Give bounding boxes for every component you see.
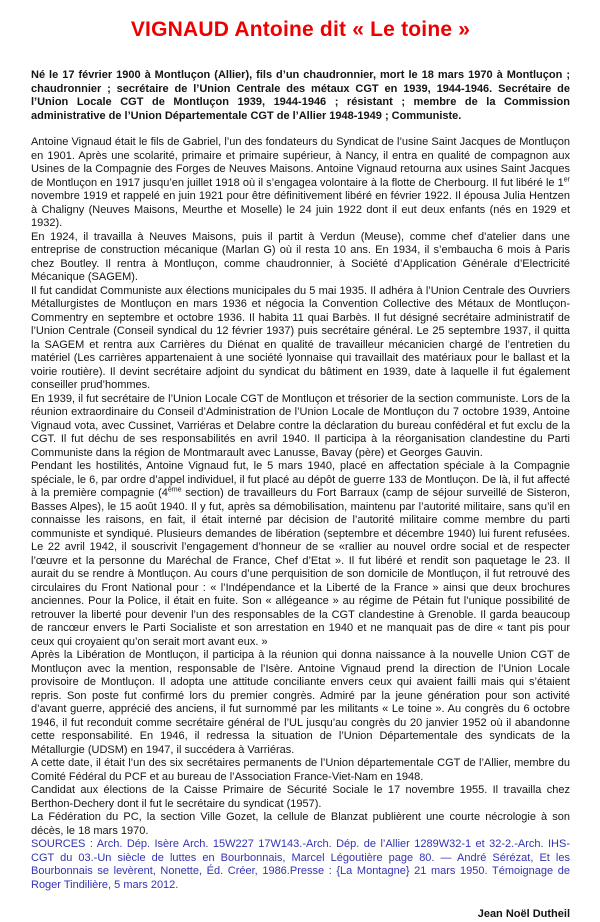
paragraph-biography-8: Candidat aux élections de la Caisse Primaire de Sécurité Sociale le 17 novembre 1955. Il travailla chez Berthon-Dechery dont il fut le secrétaire du syndicat (1957). xyxy=(31,784,570,810)
paragraph-biography-5 xyxy=(31,460,570,649)
paragraph-biography-2: En 1924, il travailla à Neuves Maisons, puis il partit à Verdun (Meuse), comme chef d’atelier dans une entreprise de construction mécanique (Marlan G) où il resta 10 ans. En 1934, il s’embaucha 6 mois à Paris chez Boutley. Il rentra à Montluçon, comme chaudronnier, à Société d’Application Générale d’Electricité Mécanique (SAGEM). xyxy=(31,230,570,283)
paragraph-biography-1 xyxy=(31,136,570,231)
paragraph-text: Antoine Vignaud était le fils de Gabriel, l’un des fondateurs du Syndicat de l’usine Saint Jacques de Montluçon en 1901. Après une scolarité, primaire et primaire supérieur, à Nancy, il entra en qualité de compagnon aux Usines de la Compagnie des Forges de Neuves Maisons. Antoine Vignaud retourna aux usines Saint Jacques de Montluçon en 1917 jusqu’en juillet 1918 où il s’engagea volontaire à la flotte de Cherbourg. Il fut libéré le 1 xyxy=(31,136,570,189)
paragraph-biography-9: La Fédération du PC, la section Ville Gozet, la cellule de Blanzat publièrent une courte nécrologie à son décès, le 18 mars 1970. xyxy=(31,811,570,837)
superscript-ordinal: ème xyxy=(167,486,182,494)
paragraph-text: novembre 1919 et rappelé en juin 1921 pour être définitivement libéré en février 1922. Il épousa Julia Hentzen à Chaligny (Neuves Maisons, Meurthe et Moselle) le 24 juin 1922 dont il eut deux enfants (nés en 1929 et 1932). xyxy=(31,190,570,229)
author-signature: Jean Noël Dutheil xyxy=(477,908,570,920)
paragraph-biography-6: Après la Libération de Montluçon, il participa à la réunion qui donna naissance à la nouvelle Union CGT de Montluçon avec la mention, responsable de l’Isère. Antoine Vignaud prend la direction de l’Union Locale provisoire de Montluçon. Il adopta une attitude conciliante envers ceux qui avaient failli mais qui s’étaient repris. Son poste fut confirmé lors du premier congrès. Admiré par la jeune génération pour son activité d’avant guerre, apprécié des anciens, il fut surnommé par les militants « Le toine ». Au congrès du 6 octobre 1946, il fut reconduit comme secrétaire général de l’UL jusqu’au congrès du 20 janvier 1952 où il abandonne cette responsabilité. En 1946, il redressa la situation de l’Union Départementale des syndicats de la Métallurgie (UDSM) en 1947, il succédera à Varriéras. xyxy=(31,649,570,756)
superscript-ordinal: er xyxy=(563,175,570,183)
paragraph-text: section) de travailleurs du Fort Barraux (camp de séjour surveillé de Sisteron, Basses Alpes), le 15 août 1940. Il y fut, après sa démobilisation, maintenu par l’autorité militaire, sans qu’il en connaisse les raisons, en fait, il était interné par décision de l’autorité militaire comme membre du parti communiste et syndiqué. Plusieurs demandes de libération (septembre et décembre 1940) lui furent refusées. Le 22 avril 1942, il souscrivit l’engagement d’honneur de se «rallier au nouvel ordre social et de respecter l’œuvre et la personne du Maréchal de France, Chef d’Etat ». Il fut libéré et rendit son paquetage le 23. Il aurait du se rendre à Montluçon. Au cours d’une perquisition de son domicile de Montluçon, il fut retrouvé des circulaires du Front National pour : « l’Indépendance et la Liberté de la France » ainsi que deux brochures anciennes. Pour la Police, il était en fuite. Son « allégeance » au régime de Pétain fut l’unique possibilité de retrouver la liberté pour devenir l’un des responsables de la CGT clandestine à Grenoble. Il garda beaucoup de rancœur envers le Parti Socialiste et son arrestation en 1940 et ne manquait pas de dire « tant pis pour ceux qui croyaient qu’on serait mort avant eux. » xyxy=(31,487,570,648)
paragraph-biography-3: Il fut candidat Communiste aux élections municipales du 5 mai 1935. Il adhéra à l’Union Centrale des Ouvriers Métallurgistes de Montluçon en mars 1936 et négocia la Convention Collective des Métaux de Montluçon-Commentry en septembre et octobre 1936. Il habita 11 quai Barbès. Il fut désigné secrétaire administratif de l’Union Centrale (Conseil syndical du 12 février 1937) puis secrétaire général. Le 25 septembre 1937, il quitta la SAGEM et rentra aux Carrières du Diénat en qualité de travailleur mécanicien chargé de l’entretien du matériel (Les carrières appartenaient à une société lyonnaise qui travaillait des matériaux pour le ballast et la voirie routière). Il devint secrétaire adjoint du syndicat du bâtiment en 1939, date à laquelle il fut également conseiller prud’hommes. xyxy=(31,284,570,391)
paragraph-biography-4: En 1939, il fut secrétaire de l’Union Locale CGT de Montluçon et trésorier de la section communiste. Lors de la réunion extraordinaire du Conseil d’Administration de l’Union Locale de Montluçon du 7 octobre 1939, Antoine Vignaud vota, avec Cussinet, Varriéras et Delabre contre la déclaration du bureau confédéral et fut exclu de la CGT. Il fut déchu de ses responsabilités en avril 1940. Il participa à la réorganisation clandestine du Parti Communiste dans la région de Montmarault avec Lanusse, Bavay (père) et Georges Gauvin. xyxy=(31,392,570,459)
paragraph-text: Pendant les hostilités, Antoine Vignaud fut, le 5 mars 1940, placé en affectation spéciale à la Compagnie spéciale, le 6, par ordre d’appel individuel, il fut placé au dépôt de guerre 133 de Montluçon. De là, il fut affecté à la première compagnie (4 xyxy=(31,460,570,499)
intro-paragraph: Né le 17 février 1900 à Montluçon (Allier), fils d’un chaudronnier, mort le 18 mars 1970 à Montluçon ; chaudronnier ; secrétaire de l’Union Centrale des métaux CGT en 1939, 1944-1946. Secrétaire de l’Union Locale CGT de Montluçon 1939, 1944-1946 ; résistant ; membre de la Commission administrative de l’Union Départementale CGT de l’Allier 1948-1949 ; Communiste. xyxy=(31,69,570,122)
page-title: VIGNAUD Antoine dit « Le toine » xyxy=(130,18,471,41)
paragraph-biography-7: A cette date, il était l’un des six secrétaires permanents de l’Union départementale CGT de l’Allier, membre du Comité Fédéral du PCF et au bureau de l’Association France-Viet-Nam en 1948. xyxy=(31,757,570,783)
sources-paragraph: SOURCES : Arch. Dép. Isère Arch. 15W227 17W143.-Arch. Dép. de l’Allier 1289W32-1 et 32-2.-Arch. IHS-CGT du 03.-Un siècle de luttes en Bourbonnais, Marcel Légoutière page 80. — André Sérézat, Et les Bourbonnais se levèrent, Nonette, Éd. Créer, 1986.Presse : {La Montagne} 21 mars 1950. Témoignage de Roger Tindilière, 5 mars 2012. xyxy=(31,838,570,891)
